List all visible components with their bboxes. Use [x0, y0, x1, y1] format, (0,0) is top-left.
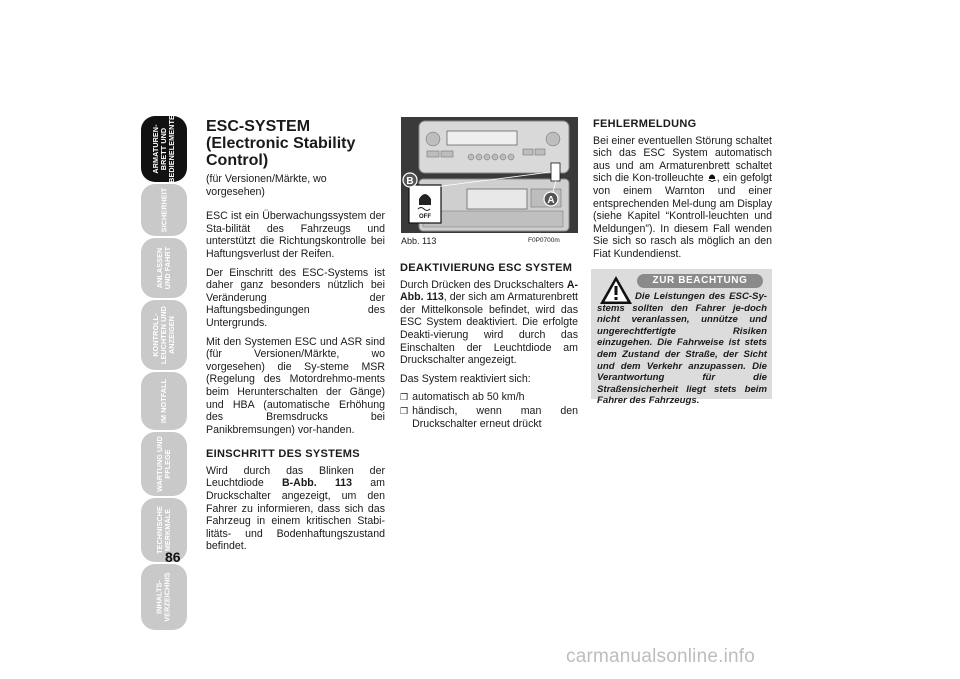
- text: , der sich am Armaturenbrett der Mittelkonsole befindet, wird das ESC System deaktiviert. Die erfolgte Deakti-vierung wird durch das Einschalten der Leuchtdiode am Druckschalter angezeigt.: [400, 291, 578, 367]
- tab-wartung[interactable]: [141, 432, 187, 496]
- column-1: [206, 118, 385, 559]
- tab-label: ANLASSEN UND FAHRT: [155, 246, 172, 290]
- text: Wird durch das Blinken der Leuchtdiode: [206, 464, 385, 490]
- checkbox-bullet-icon: ❒: [400, 405, 409, 416]
- callout-b-label: B: [406, 176, 414, 187]
- checkbox-bullet-icon: ❒: [400, 392, 409, 403]
- figure-reference: B-Abb. 113: [281, 477, 353, 490]
- text: , ein gefolgt von einem Warnton und einer entsprechenden Mel-dung am Display (siehe Kapitel “Kontroll-leuchten und Meldungen”). In diesem Fall wenden Sie sich so rasch als möglich an den Fiat Kundendienst.: [593, 172, 773, 260]
- watermark: carmanualsonline.info: [566, 646, 756, 667]
- tab-kontrollleuchten[interactable]: [141, 300, 187, 370]
- section-title: ESC-SYSTEM (Electronic Stability Control): [206, 118, 356, 169]
- text: Bei einer eventuellen Störung schaltet sich das ESC System automatisch aus und am Armaturenbrett schaltet sich die Kon-trolleuchte: [593, 134, 772, 185]
- figure-code: F0P0700m: [528, 237, 560, 244]
- warning-text: Die Leistungen des ESC-Sy-stems sollten den Fahrer je-doch nicht veranlassen, unnütze und ungerechtfertigte Risiken einzugehen. Die Fahrweise ist stets dem Zustand der Straße, der Sicht und dem Verkehr anzupassen. Die Verantwortung für die Straßensicherheit liegt stets beim Fahrer des Fahrzeugs.: [597, 291, 767, 407]
- off-label: OFF: [419, 214, 431, 220]
- callout-a-label: A: [547, 195, 555, 206]
- tab-inhaltsverzeichnis[interactable]: [141, 564, 187, 630]
- text: Durch Drücken des Druckschalters: [400, 278, 567, 291]
- tab-anlassen[interactable]: [141, 238, 187, 298]
- paragraph: ESC ist ein Überwachungssystem der Sta-bilität des Fahrzeugs und unterstützt die Richtungskontrolle bei Haftungsverlust der Reifen.: [206, 210, 385, 260]
- paragraph: [206, 465, 385, 553]
- list-item: [400, 391, 578, 404]
- column-3: [593, 118, 772, 267]
- list-item: [400, 405, 578, 430]
- paragraph: [593, 135, 772, 261]
- tab-label: TECHNISCHE MERKMALE: [155, 506, 173, 554]
- warning-box: [591, 269, 772, 407]
- tab-armaturenbrett[interactable]: [141, 116, 187, 182]
- tab-label: KONTROLL- LEUCHTEN UND ANZEIGEN: [151, 306, 176, 364]
- tab-label: INHALTS- VERZEICHNIS: [155, 572, 172, 622]
- section-subtitle: (für Versionen/Märkte, wo vorgesehen): [206, 173, 327, 198]
- tab-im-notfall[interactable]: [141, 372, 187, 430]
- tab-label: WARTUNG UND PFLEGE: [155, 436, 172, 492]
- page-number: 86: [165, 549, 181, 565]
- tab-label: SICHERHEIT: [159, 187, 168, 233]
- column-2: [400, 262, 578, 431]
- subsection-heading: DEAKTIVIERUNG ESC SYSTEM: [400, 262, 573, 274]
- tab-sicherheit[interactable]: [141, 184, 187, 236]
- tab-label: IM NOTFALL: [159, 378, 168, 424]
- paragraph: Mit den Systemen ESC und ASR sind (für Versionen/Märkte, wo vorgesehen) die Sy-steme MSR (Regelung des Motordrehmo-ments beim Herunterschalten der Gänge) und HBA (automatische Erhöhung des Bremsdrucks bei Panikbremsungen) vor-handen.: [206, 335, 385, 436]
- tab-label: ARMATUREN- BRETT UND BEDIENELEMENTE: [151, 115, 177, 183]
- warning-tag: ZUR BEACHTUNG: [637, 274, 763, 288]
- esc-warning-light-icon: [707, 172, 717, 182]
- figure-113: [401, 117, 578, 233]
- subsection-heading: FEHLERMELDUNG: [593, 118, 697, 130]
- list-text: automatisch ab 50 km/h: [412, 391, 525, 404]
- paragraph: [400, 279, 578, 367]
- figure-caption: Abb. 113: [401, 236, 437, 246]
- dashboard-illustration: [401, 117, 578, 233]
- subsection-heading: EINSCHRITT DES SYSTEMS: [206, 448, 360, 461]
- figure-reference: A-Abb. 113: [400, 278, 578, 304]
- paragraph: Das System reaktiviert sich:: [400, 372, 531, 385]
- list-text: händisch, wenn man den Druckschalter erneut drückt: [412, 404, 578, 430]
- paragraph: Der Einschritt des ESC-Systems ist daher ganz besonders nützlich bei Veränderung der Haftungsbedingungen des Untergrunds.: [206, 266, 385, 329]
- text: am Druckschalter angezeigt, um den Fahrer zu informieren, dass sich das Fahrzeug in einem kritischen Stabi-litäts- und Bodenhaftungszustand befindet.: [206, 477, 386, 553]
